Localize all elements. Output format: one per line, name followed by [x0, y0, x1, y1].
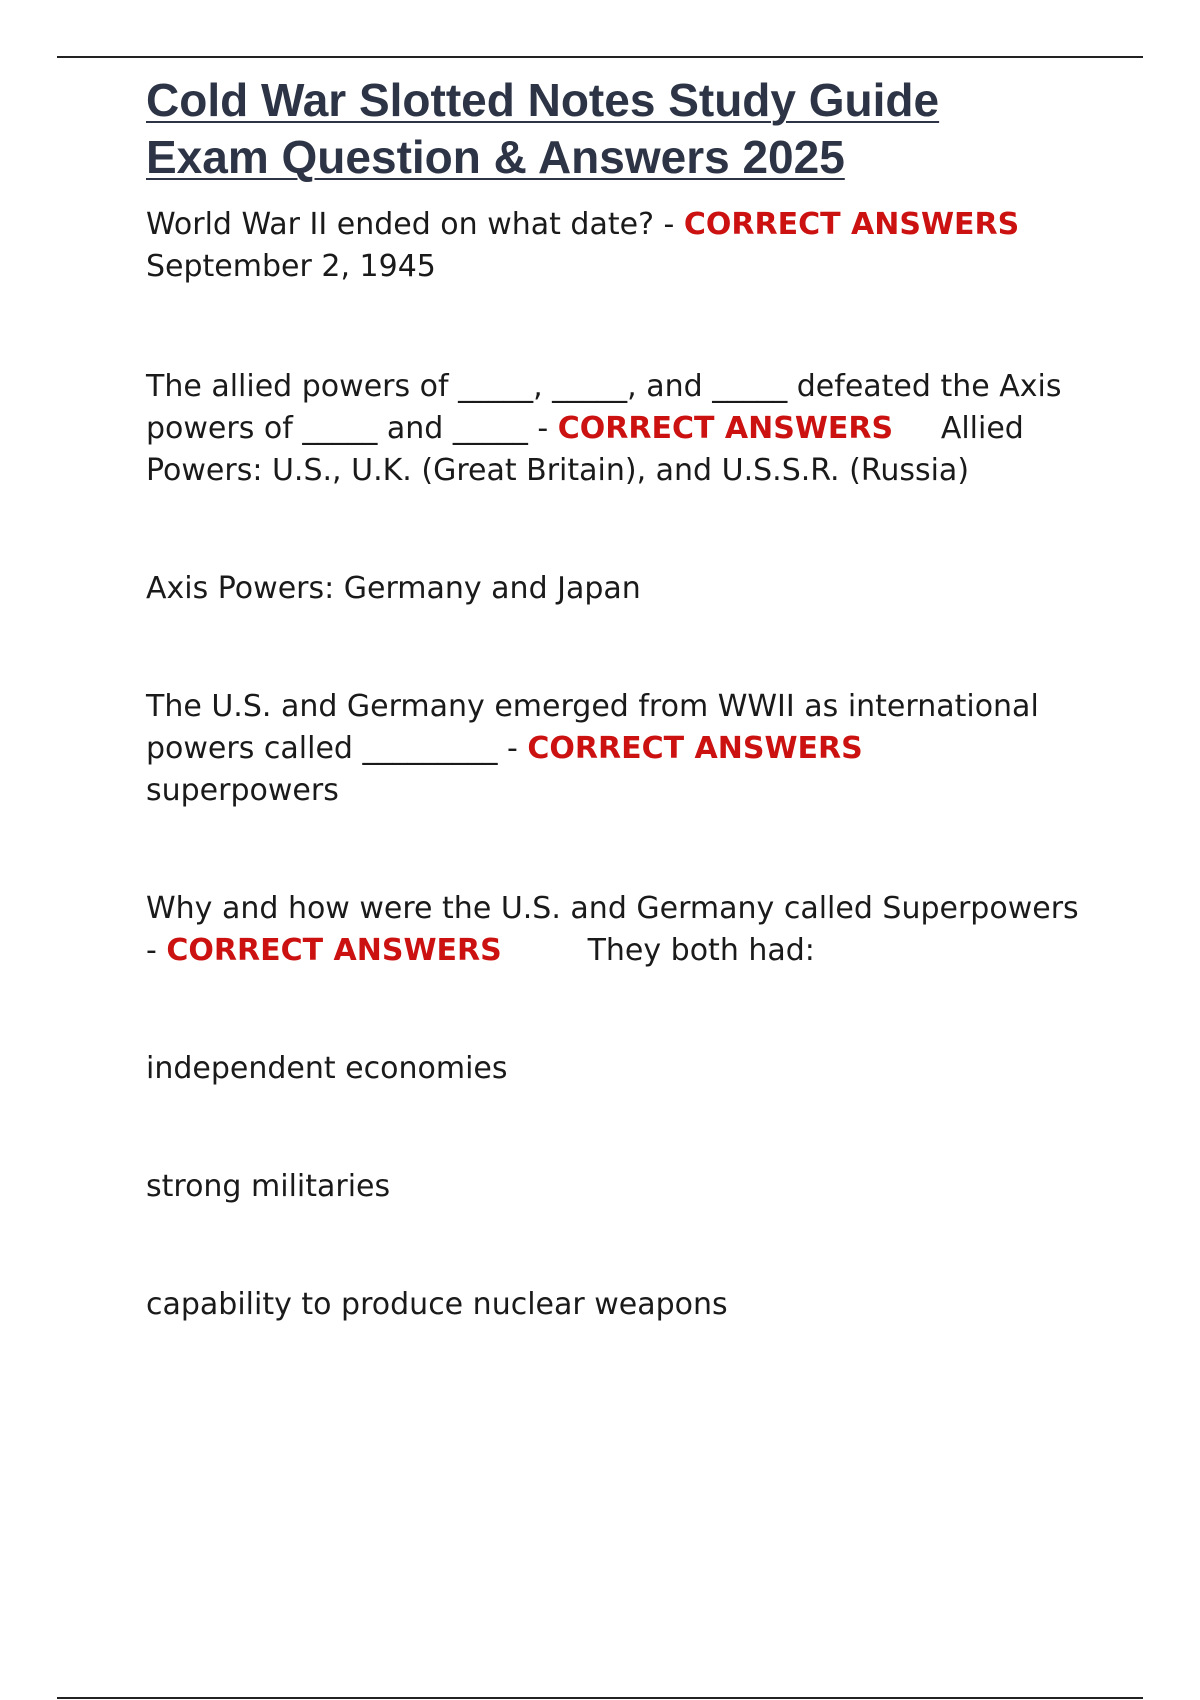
- qa-item-end-of-wwii: [146, 204, 1096, 288]
- answer-text: Allied Powers: U.S., U.K. (Great Britain), and U.S.S.R. (Russia): [146, 411, 1034, 488]
- top-rule: [57, 56, 1143, 58]
- qa-item-allied-axis-powers: [146, 366, 1096, 492]
- correct-answers-label: CORRECT ANSWERS: [557, 411, 894, 446]
- question-text: The allied powers of _____, _____, and _____ defeated the Axis powers of _____ and _____ -: [146, 369, 1062, 446]
- answer-continuation-nuclear: capability to produce nuclear weapons: [146, 1287, 728, 1322]
- question-text: Why and how were the U.S. and Germany called Superpowers -: [146, 891, 1079, 968]
- answer-text: superpowers: [146, 731, 949, 808]
- question-text: The U.S. and Germany emerged from WWII as international powers called _________ -: [146, 689, 1039, 766]
- answer-continuation-economies: independent economies: [146, 1051, 508, 1086]
- qa-item-why-superpowers: [146, 888, 1096, 972]
- answer-continuation-militaries: strong militaries: [146, 1169, 391, 1204]
- correct-answers-label: CORRECT ANSWERS: [683, 207, 1020, 242]
- title-line-2: Exam Question & Answers 2025: [146, 131, 845, 183]
- title-line-1: Cold War Slotted Notes Study Guide: [146, 74, 940, 126]
- correct-answers-label: CORRECT ANSWERS: [166, 933, 502, 968]
- bottom-rule: [57, 1697, 1143, 1699]
- qa-item-superpowers-term: [146, 686, 1096, 812]
- answer-continuation-axis-powers: Axis Powers: Germany and Japan: [146, 571, 641, 606]
- document-body: [146, 72, 1096, 1356]
- correct-answers-label: CORRECT ANSWERS: [527, 731, 863, 766]
- answer-text: September 2, 1945: [146, 207, 1067, 284]
- document-title: [146, 72, 1096, 186]
- question-text: World War II ended on what date? -: [146, 207, 684, 242]
- answer-text: They both had:: [501, 933, 815, 968]
